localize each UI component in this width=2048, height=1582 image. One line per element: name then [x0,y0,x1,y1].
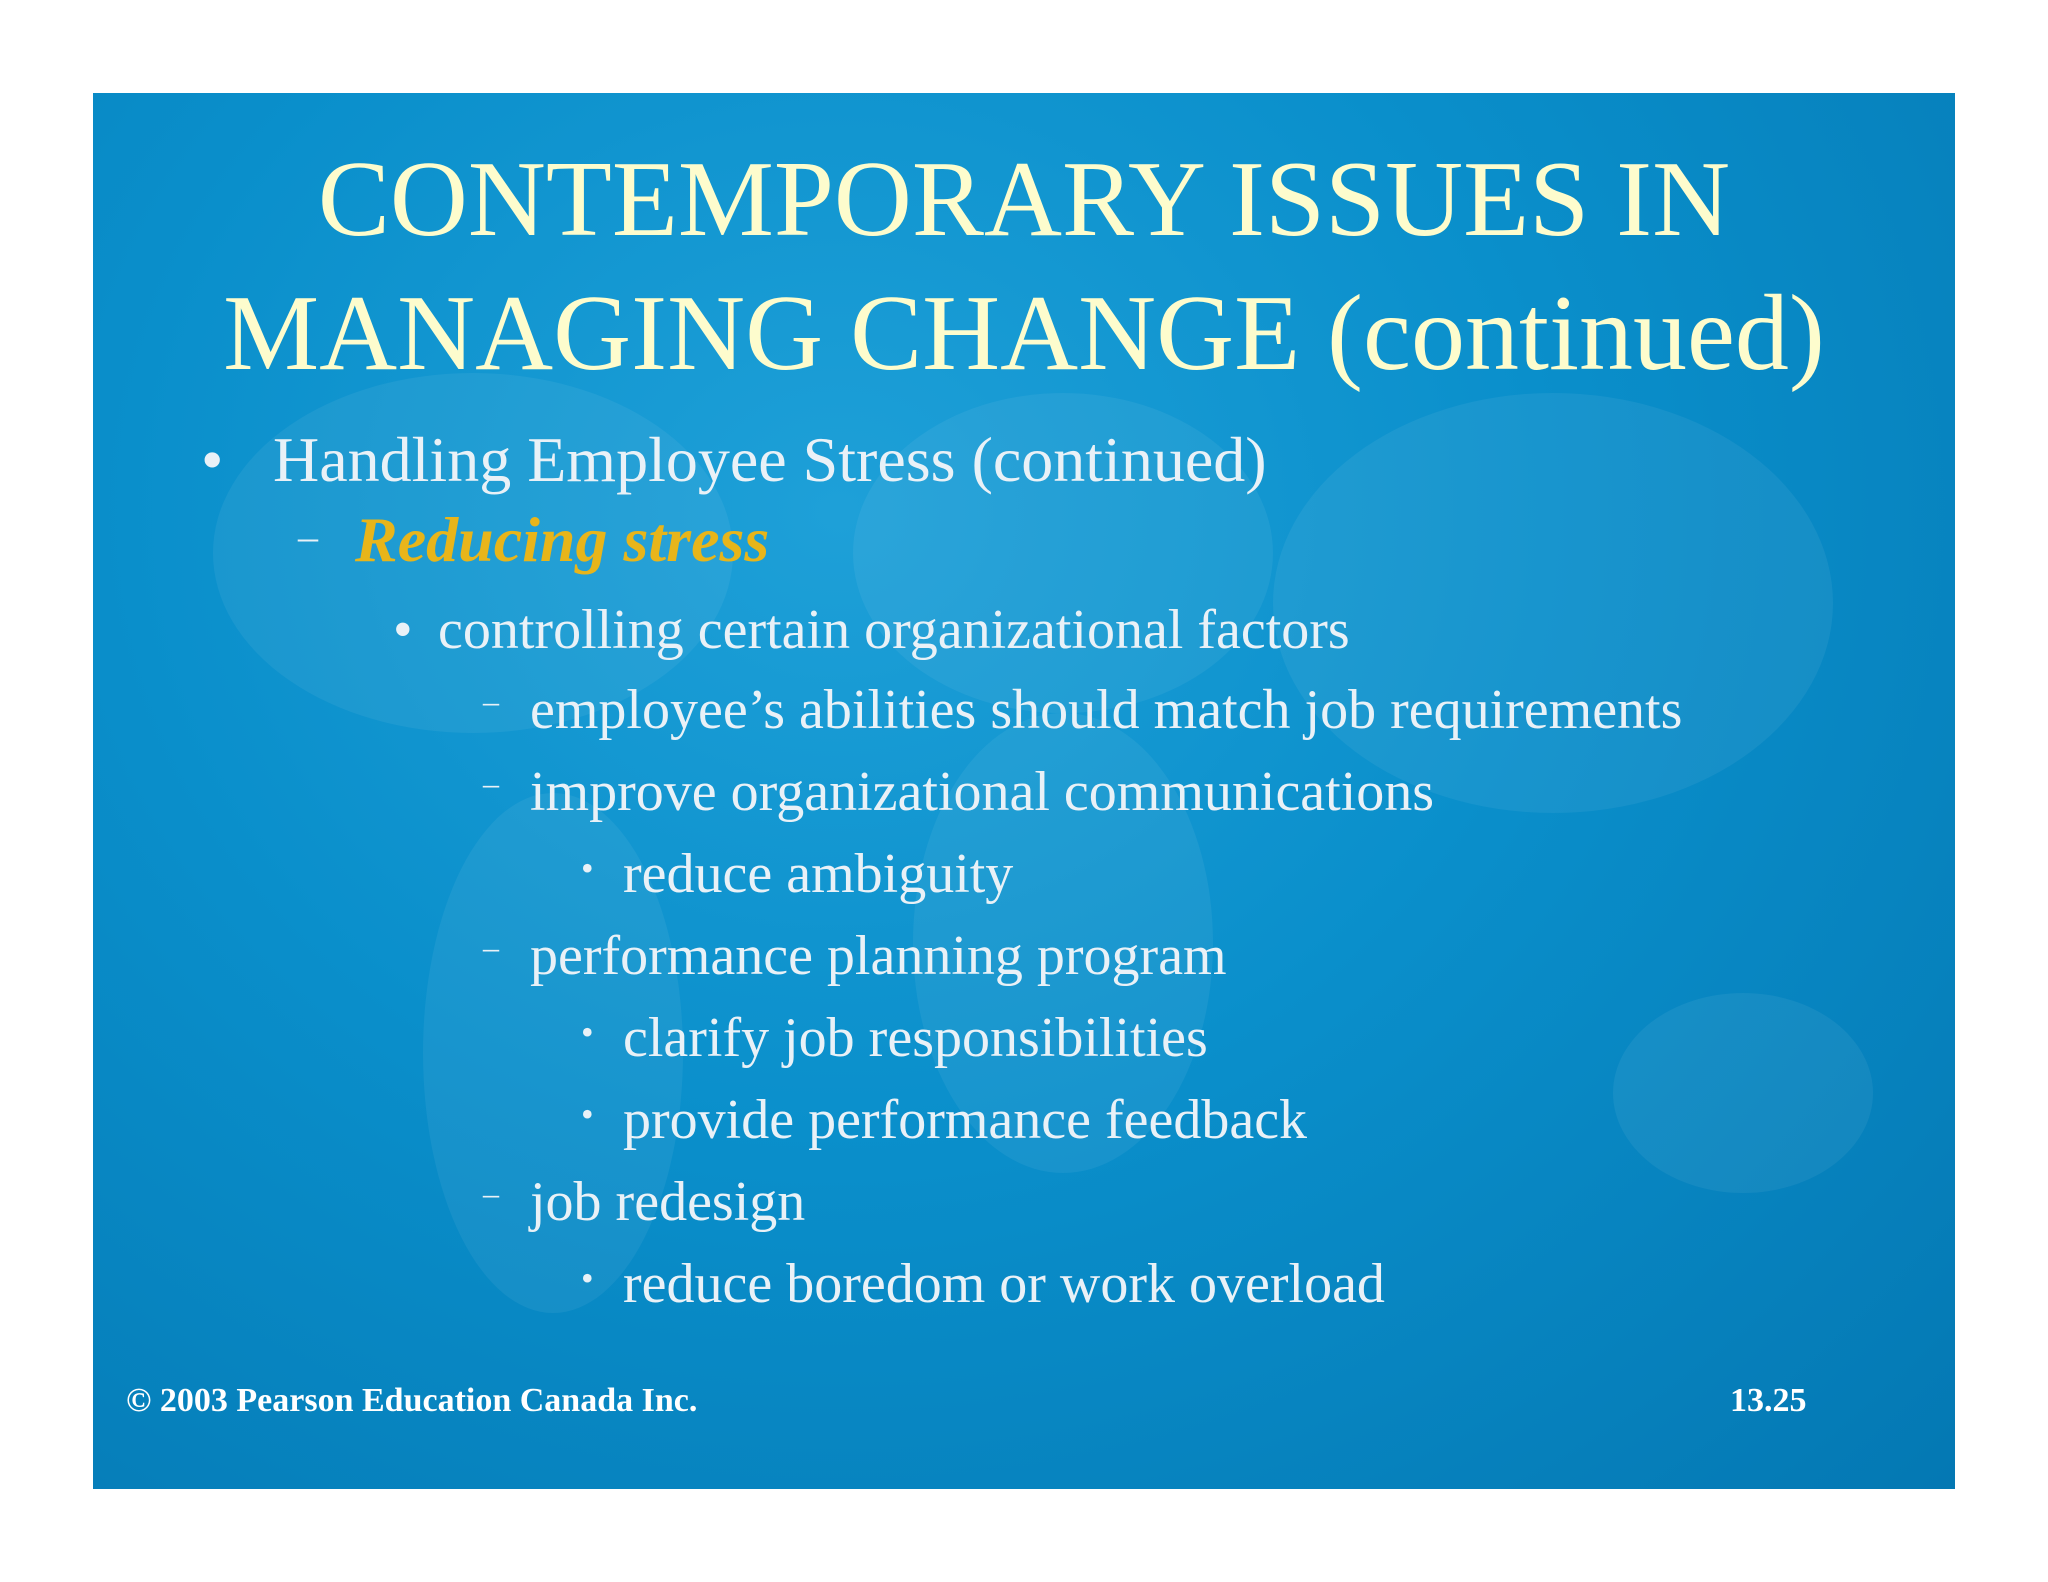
bullet-performance-feedback: provide performance feedback [623,1089,1308,1151]
bullet-marker: • [581,848,594,888]
dash-marker: – [483,929,499,965]
slide [93,93,1955,1489]
bullet-reducing-stress: Reducing stress [355,504,770,575]
title-line-1: CONTEMPORARY ISSUES IN [317,140,1731,259]
world-map-background [1613,993,1873,1193]
title-line-2: MANAGING CHANGE (continued) [223,274,1825,393]
bullet-handling-employee-stress: Handling Employee Stress (continued) [273,424,1267,495]
dash-marker: – [483,1175,499,1211]
bullet-job-redesign: job redesign [530,1171,806,1233]
bullet-marker: • [393,599,413,661]
bullet-reduce-boredom: reduce boredom or work overload [623,1253,1385,1315]
bullet-marker: • [201,424,224,495]
bullet-performance-planning: performance planning program [530,925,1227,987]
bullet-marker: • [581,1258,594,1298]
world-map-background [1273,393,1833,813]
slide-title [93,133,1955,401]
footer-slide-number: 13.25 [1730,1382,1807,1419]
dash-marker: – [483,683,499,719]
dash-marker: – [298,514,318,559]
bullet-clarify-responsibilities: clarify job responsibilities [623,1007,1208,1069]
footer-copyright: © 2003 Pearson Education Canada Inc. [126,1382,698,1419]
bullet-improve-communications: improve organizational communications [530,761,1435,823]
bullet-reduce-ambiguity: reduce ambiguity [623,843,1014,905]
dash-marker: – [483,765,499,801]
bullet-marker: • [581,1012,594,1052]
bullet-controlling-factors: controlling certain organizational factors [438,599,1350,661]
bullet-marker: • [581,1094,594,1134]
bullet-abilities-match: employee’s abilities should match job requirements [530,679,1683,741]
